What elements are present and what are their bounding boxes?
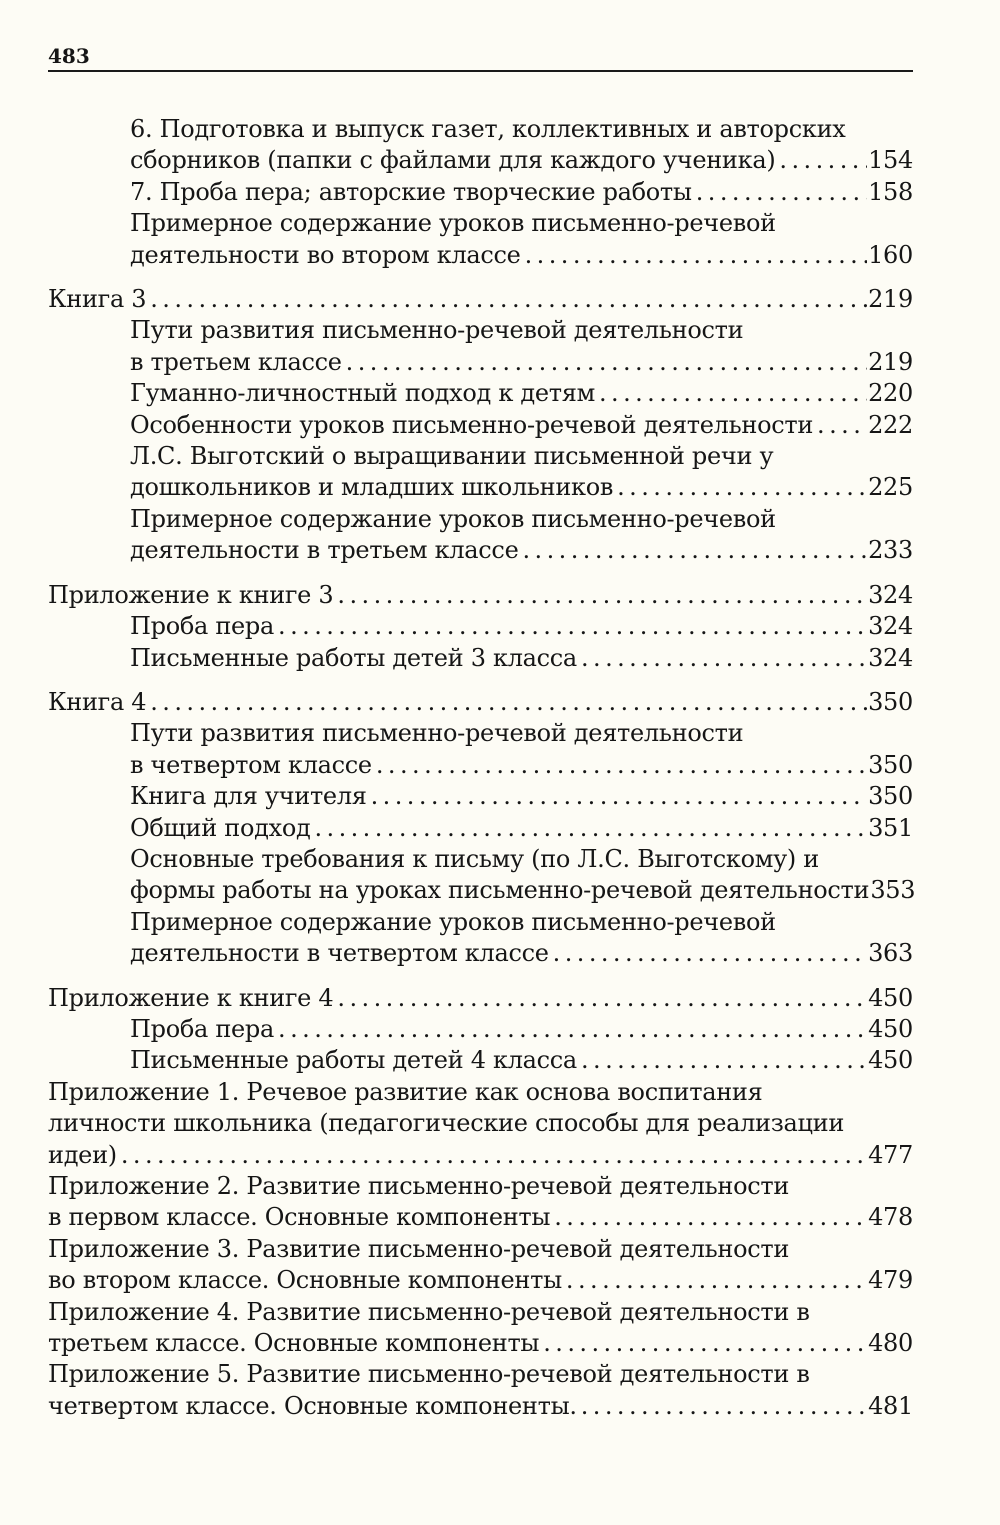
- toc-entry-text: Примерное содержание уроков письменно-речевой: [130, 209, 776, 238]
- toc-page-number: 219: [868, 285, 913, 314]
- dot-leader: [518, 535, 867, 566]
- toc-page-number: 154: [868, 146, 913, 175]
- toc-entry-text: Приложение 3. Развитие письменно-речевой деятельности: [48, 1234, 790, 1263]
- toc-entry-book[interactable]: [48, 284, 913, 315]
- dot-leader: [274, 611, 867, 642]
- dot-leader: [550, 1202, 867, 1233]
- toc-entry-text: Проба пера: [130, 1014, 275, 1043]
- dot-leader: [274, 1014, 867, 1045]
- toc-entry-appendix[interactable]: [48, 1234, 913, 1297]
- toc-page-number: 353: [870, 876, 916, 905]
- dot-leader: [613, 472, 867, 503]
- toc-entry-text: Л.С. Выготский о выращивании письменной речи у: [130, 442, 774, 471]
- dot-leader: [117, 1140, 867, 1171]
- dot-leader: [333, 580, 867, 611]
- toc-entry-text: в четвертом классе: [130, 750, 372, 779]
- toc-entry-text: Гуманно-личностный подход к детям: [130, 379, 595, 408]
- dot-leader: [595, 378, 867, 409]
- toc-page-number: 160: [868, 240, 913, 269]
- dot-leader: [813, 410, 867, 441]
- toc-entry[interactable]: [48, 441, 913, 504]
- toc-page-number: 477: [868, 1140, 913, 1169]
- toc-page-number: 222: [868, 410, 913, 439]
- toc-entry-text: Проба пера: [130, 612, 275, 641]
- toc-entry-text: сборников (папки с файлами для каждого ученика): [130, 146, 776, 175]
- toc-page-number: 481: [868, 1391, 913, 1420]
- dot-leader: [521, 240, 867, 271]
- toc-entry[interactable]: [48, 315, 913, 378]
- toc-entry-text: Приложение к книге 4: [48, 983, 334, 1012]
- toc-page-number: 220: [868, 379, 913, 408]
- toc-entry-text: четвертом классе. Основные компоненты.: [48, 1391, 577, 1420]
- toc-entry-appendix[interactable]: [48, 1297, 913, 1360]
- toc-entry-appendix[interactable]: [48, 1171, 913, 1234]
- dot-leader: [539, 1328, 867, 1359]
- toc-entry-text: деятельности в четвертом классе: [130, 939, 549, 968]
- toc-entry-text: 6. Подготовка и выпуск газет, коллективных и авторских: [130, 115, 846, 143]
- toc-entry[interactable]: [48, 907, 913, 970]
- toc-entry-text: личности школьника (педагогические способы для реализации: [48, 1109, 845, 1138]
- toc-page-number: 478: [868, 1203, 913, 1232]
- toc-entry[interactable]: [48, 208, 913, 271]
- toc-entry-text: Приложение 1. Речевое развитие как основа воспитания: [48, 1077, 763, 1106]
- toc-entry-text: в третьем классе: [130, 347, 342, 376]
- toc-entry-text: Примерное содержание уроков письменно-речевой: [130, 504, 776, 533]
- table-of-contents: [48, 114, 916, 1422]
- toc-page-number: 324: [868, 643, 913, 672]
- toc-entry[interactable]: [48, 643, 913, 674]
- toc-entry[interactable]: [48, 114, 913, 177]
- toc-entry-text: Примерное содержание уроков письменно-речевой: [130, 907, 776, 936]
- dot-leader: [146, 687, 867, 718]
- toc-page-number: 233: [868, 536, 913, 565]
- toc-entry-text: формы работы на уроках письменно-речевой деятельности: [130, 876, 870, 905]
- toc-entry-text: во втором классе. Основные компоненты: [48, 1266, 562, 1295]
- toc-page-number: 225: [868, 473, 913, 502]
- toc-entry-appendix[interactable]: [48, 1077, 913, 1171]
- dot-leader: [146, 284, 867, 315]
- toc-entry-text: деятельности во втором классе: [130, 240, 521, 269]
- toc-entry-text: Приложение 2. Развитие письменно-речевой деятельности: [48, 1172, 790, 1200]
- toc-page-number: 350: [868, 687, 913, 716]
- toc-entry-text: Приложение к книге 3: [48, 580, 334, 609]
- toc-entry-text: Книга для учителя: [130, 782, 367, 811]
- toc-entry-text: Общий подход: [130, 813, 311, 842]
- toc-page-number: 450: [868, 1014, 913, 1043]
- toc-entry-text: идеи): [48, 1140, 117, 1169]
- toc-page-number: 479: [868, 1266, 913, 1295]
- dot-leader: [577, 643, 867, 674]
- toc-page-number: 324: [868, 580, 913, 609]
- dot-leader: [367, 781, 867, 812]
- toc-entry-text: Книга 4: [48, 687, 147, 716]
- toc-entry-appendix[interactable]: [48, 1359, 913, 1422]
- toc-entry-text: Особенности уроков письменно-речевой деятельности: [130, 410, 814, 439]
- toc-entry-book[interactable]: [48, 687, 913, 718]
- toc-entry[interactable]: [48, 781, 913, 812]
- toc-entry-appendix[interactable]: [48, 580, 913, 611]
- dot-leader: [342, 347, 867, 378]
- toc-entry[interactable]: [48, 378, 913, 409]
- toc-entry-text: третьем классе. Основные компоненты: [48, 1329, 540, 1358]
- toc-page-number: 480: [868, 1329, 913, 1358]
- toc-entry-appendix[interactable]: [48, 983, 913, 1014]
- toc-entry-text: Письменные работы детей 3 класса: [130, 643, 577, 672]
- toc-entry[interactable]: [48, 410, 913, 441]
- dot-leader: [549, 938, 867, 969]
- toc-page-number: 350: [868, 782, 913, 811]
- toc-entry-text: дошкольников и младших школьников: [130, 473, 614, 502]
- header-rule: [48, 70, 913, 72]
- dot-leader: [577, 1391, 867, 1422]
- dot-leader: [775, 145, 867, 176]
- toc-entry-text: 7. Проба пера; авторские творческие работы: [130, 177, 692, 206]
- dot-leader: [372, 750, 867, 781]
- toc-page-number: 363: [868, 939, 913, 968]
- toc-entry[interactable]: [48, 611, 913, 642]
- toc-entry[interactable]: [48, 1014, 913, 1045]
- toc-entry-text: Письменные работы детей 4 класса: [130, 1046, 577, 1075]
- toc-entry-text: в первом классе. Основные компоненты: [48, 1203, 551, 1232]
- toc-page-number: 324: [868, 612, 913, 641]
- dot-leader: [333, 983, 867, 1014]
- toc-entry[interactable]: [48, 718, 913, 781]
- toc-page-number: 219: [868, 347, 913, 376]
- toc-entry-text: Книга 3: [48, 285, 147, 314]
- toc-page-number: 351: [868, 813, 913, 842]
- toc-entry-text: Пути развития письменно-речевой деятельности: [130, 316, 744, 345]
- page-number: 483: [48, 44, 90, 68]
- toc-entry-text: Пути развития письменно-речевой деятельности: [130, 719, 744, 748]
- dot-leader: [562, 1265, 867, 1296]
- toc-page-number: 450: [868, 983, 913, 1012]
- toc-entry[interactable]: [48, 1045, 913, 1076]
- toc-page-number: 350: [868, 750, 913, 779]
- toc-page-number: 450: [868, 1046, 913, 1075]
- dot-leader: [577, 1045, 867, 1076]
- toc-entry[interactable]: [48, 813, 913, 844]
- dot-leader: [692, 177, 867, 208]
- toc-entry-text: деятельности в третьем классе: [130, 536, 519, 565]
- toc-entry[interactable]: [48, 504, 913, 567]
- toc-page-number: 158: [868, 177, 913, 206]
- toc-entry-text: Приложение 5. Развитие письменно-речевой деятельности в: [48, 1360, 810, 1389]
- toc-entry-text: Приложение 4. Развитие письменно-речевой деятельности в: [48, 1297, 810, 1326]
- toc-entry-text: Основные требования к письму (по Л.С. Выготскому) и: [130, 844, 819, 873]
- toc-entry[interactable]: [48, 177, 913, 208]
- dot-leader: [310, 813, 867, 844]
- toc-entry[interactable]: [48, 844, 916, 907]
